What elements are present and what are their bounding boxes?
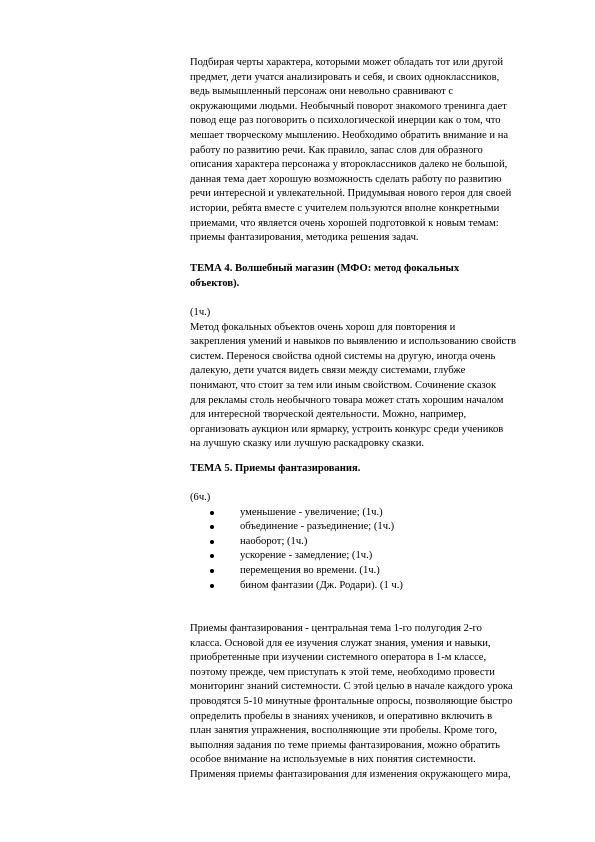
text-line: Подбирая черты характера, которыми может обладать тот или другой: [190, 57, 504, 68]
bullet-icon: [210, 569, 214, 573]
list-item: [190, 549, 570, 564]
topic-5-hours: (6ч.): [190, 492, 211, 503]
list-item-text: объединение - разъединение; (1ч.): [240, 521, 395, 533]
text-line: речи интересной и увлекательной. Придумывая нового героя для своей: [190, 188, 512, 200]
list-item: [190, 564, 570, 579]
text-line: поэтому прежде, чем приступать к этой теме, необходимо провести: [190, 666, 495, 678]
text-line: ведь вымышленный персонаж они невольно сравнивают с: [190, 86, 454, 98]
heading-line: ТЕМА 4. Волшебный магазин (МФО: метод фокальных: [190, 263, 460, 274]
list-item: [190, 579, 570, 594]
text-line: данная тема дает хорошую возможность сделать работу по развитию: [190, 173, 502, 185]
text-line: окружающими людьми. Необычный поворот знакомого тренинга дает: [190, 100, 507, 112]
text-line: для рекламы столь необычного товара может стать хорошим началом: [190, 394, 504, 406]
list-item-text: бином фантазии (Дж. Родари). (1 ч.): [240, 579, 403, 591]
text-line: определить пробелы в знаниях учеников, и оперативно включить в: [190, 710, 493, 722]
text-line: далекую, дети учатся видеть связи между системами, глубже: [190, 365, 466, 377]
text-line: мониторинг знаний системности. С этой целью в начале каждого урока: [190, 681, 513, 693]
text-line: работу по развитию речи. Как правило, запас слов для образного: [190, 144, 483, 156]
list-item-text: перемещения во времени. (1ч.): [240, 564, 380, 576]
techniques-list: [190, 506, 570, 594]
topic-5-heading: [190, 462, 570, 477]
text-line: описания характера персонажа у второклассников далеко не большой,: [190, 159, 508, 171]
bullet-icon: [210, 540, 214, 544]
list-item: [190, 506, 570, 521]
topic-4-hours: (1ч.): [190, 307, 211, 318]
text-line: приемы фантазирования, методика решения задач.: [190, 232, 419, 244]
text-line: на лучшую сказку или лучшую раскадровку сказки.: [190, 438, 425, 450]
text-line: особое внимание на используемые в них понятия системности.: [190, 754, 476, 766]
bullet-icon: [210, 554, 214, 558]
text-line: мешает творческому мышлению. Необходимо обратить внимание и на: [190, 129, 509, 141]
text-line: Метод фокальных объектов очень хорош для повторения и: [190, 321, 456, 333]
list-item-text: уменьшение - увеличение; (1ч.): [240, 506, 383, 518]
paragraph-fantasy-techniques: [190, 622, 570, 783]
topic-4-heading: [190, 262, 570, 291]
text-line: приемами, что является очень хорошей подготовкой к новым темам:: [190, 217, 499, 229]
bullet-icon: [210, 525, 214, 529]
text-line: Приемы фантазирования - центральная тема 1-го полугодия 2-го: [190, 623, 482, 634]
bullet-icon: [210, 511, 214, 515]
list-item-text: ускорение - замедление; (1ч.): [240, 550, 373, 562]
text-line: повод еще раз поговорить о психологической инерции как о том, что: [190, 115, 501, 127]
text-line: план занятия упражнения, восполняющие эти пробелы. Кроме того,: [190, 725, 498, 737]
paragraph-character-traits: [190, 56, 570, 246]
list-item-text: наоборот; (1ч.): [240, 535, 308, 547]
list-item: [190, 520, 570, 535]
heading-line: ТЕМА 5. Приемы фантазирования.: [190, 463, 361, 474]
text-line: организовать аукцион или ярмарку, устроить конкурс среди учеников: [190, 423, 504, 435]
text-line: класса. Основой для ее изучения служат знания, умения и навыки,: [190, 637, 491, 649]
text-line: систем. Перенося свойства одной системы на другую, иногда очень: [190, 350, 496, 362]
heading-line: объектов).: [190, 277, 240, 289]
topic-5-section: [190, 491, 570, 593]
text-line: проводятся 5-10 минутные фронтальные опросы, позволяющие быстро: [190, 695, 513, 707]
text-line: предмет, дети учатся анализировать и себя, и своих одноклассников,: [190, 71, 500, 83]
text-line: истории, ребята вместе с учителем пользуются вполне конкретными: [190, 202, 500, 214]
list-item: [190, 535, 570, 550]
text-line: закрепления умений и навыков по выявлению и использованию свойств: [190, 336, 516, 348]
text-line: приобретенные при изучении системного оператора в 1-м классе,: [190, 652, 487, 664]
text-line: понимают, что стоит за тем или иным свойством. Сочинение сказок: [190, 379, 497, 391]
text-line: для интересной творческой деятельности. Можно, например,: [190, 409, 467, 421]
text-line: Применяя приемы фантазирования для изменения окружающего мира,: [190, 768, 511, 780]
text-line: выполняя задания по теме приемы фантазирования, можно обратить: [190, 739, 501, 751]
topic-4-section: [190, 306, 570, 452]
bullet-icon: [210, 584, 214, 588]
